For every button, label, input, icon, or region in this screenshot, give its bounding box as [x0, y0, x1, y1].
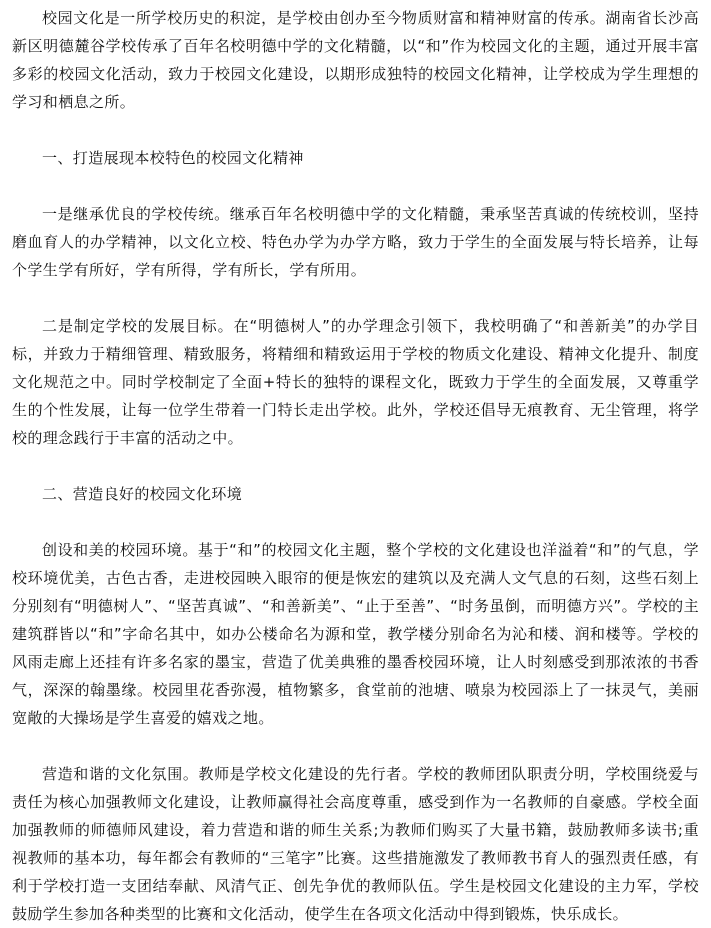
- spacer: [12, 116, 699, 144]
- section-heading-2: 二、营造良好的校园文化环境: [42, 485, 243, 503]
- body-paragraph: 二是制定学校的发展目标。在“明德树人”的办学理念引领下，我校明确了“和善新美”的办学目标，并致力于精细管理、精致服务，将精细和精致运用于学校的物质文化建设、精神文化提升、制度文化规范之中。同时学校制定了全面+特长的独特的课程文化，既致力于学生的全面发展，又尊重学生的个性发展，让每一位学生带着一门特长走出学校。此外，学校还倡导无痕教育、无尘管理，将学校的理念践行于丰富的活动之中。: [12, 317, 699, 447]
- body-paragraph: 一是继承优良的学校传统。继承百年名校明德中学的文化精髓，秉承坚苦真诚的传统校训，坚持磨血育人的办学精神，以文化立校、特色办学为办学方略，致力于学生的全面发展与特长培养，让每个学生学有所好，学有所得，学有所长，学有所用。: [12, 205, 699, 279]
- section-heading-1: 一、打造展现本校特色的校园文化精神: [42, 149, 304, 167]
- body-paragraph: 创设和美的校园环境。基于“和”的校园文化主题，整个学校的文化建设也洋溢着“和”的气息，学校环境优美，古色古香，走进校园映入眼帘的便是恢宏的建筑以及充满人文气息的石刻，这些石刻上分别刻有“明德树人”、“坚苦真诚”、“和善新美”、“止于至善”、“时务虽倒，而明德方兴”。学校的主建筑群皆以“和”字命名其中，如办公楼命名为源和堂，教学楼分别命名为沁和楼、润和楼等。学校的风雨走廊上还挂有许多名家的墨宝，营造了优美典雅的墨香校园环境，让人时刻感受到那浓浓的书香气，深深的翰墨缘。校园里花香弥漫，植物繁多，食堂前的池塘、喷泉为校园添上了一抹灵气，美丽宽敞的大操场是学生喜爱的嬉戏之地。: [12, 541, 699, 727]
- spacer: [12, 452, 699, 480]
- spacer: [12, 732, 699, 760]
- body-paragraph: 营造和谐的文化氛围。教师是学校文化建设的先行者。学校的教师团队职责分明，学校围绕爱与责任为核心加强教师文化建设，让教师赢得社会高度尊重，感受到作为一名教师的自豪感。学校全面加强教师的师德师风建设，着力营造和谐的师生关系;为教师们购买了大量书籍，鼓励教师多读书;重视教师的基本功，每年都会有教师的“三笔字”比赛。这些措施激发了教师教书育人的强烈责任感，有利于学校打造一支团结奉献、风清气正、创先争优的教师队伍。学生是校园文化建设的主力军，学校鼓励学生参加各种类型的比赛和文化活动，使学生在各项文化活动中得到锻炼，快乐成长。: [12, 765, 699, 923]
- intro-paragraph: 校园文化是一所学校历史的积淀，是学校由创办至今物质财富和精神财富的传承。湖南省长沙高新区明德麓谷学校传承了百年名校明德中学的文化精髓，以“和”作为校园文化的主题，通过开展丰富多彩的校园文化活动，致力于校园文化建设，以期形成独特的校园文化精神，让学校成为学生理想的学习和栖息之所。: [12, 9, 699, 111]
- spacer: [12, 172, 699, 200]
- spacer: [12, 284, 699, 312]
- spacer: [12, 508, 699, 536]
